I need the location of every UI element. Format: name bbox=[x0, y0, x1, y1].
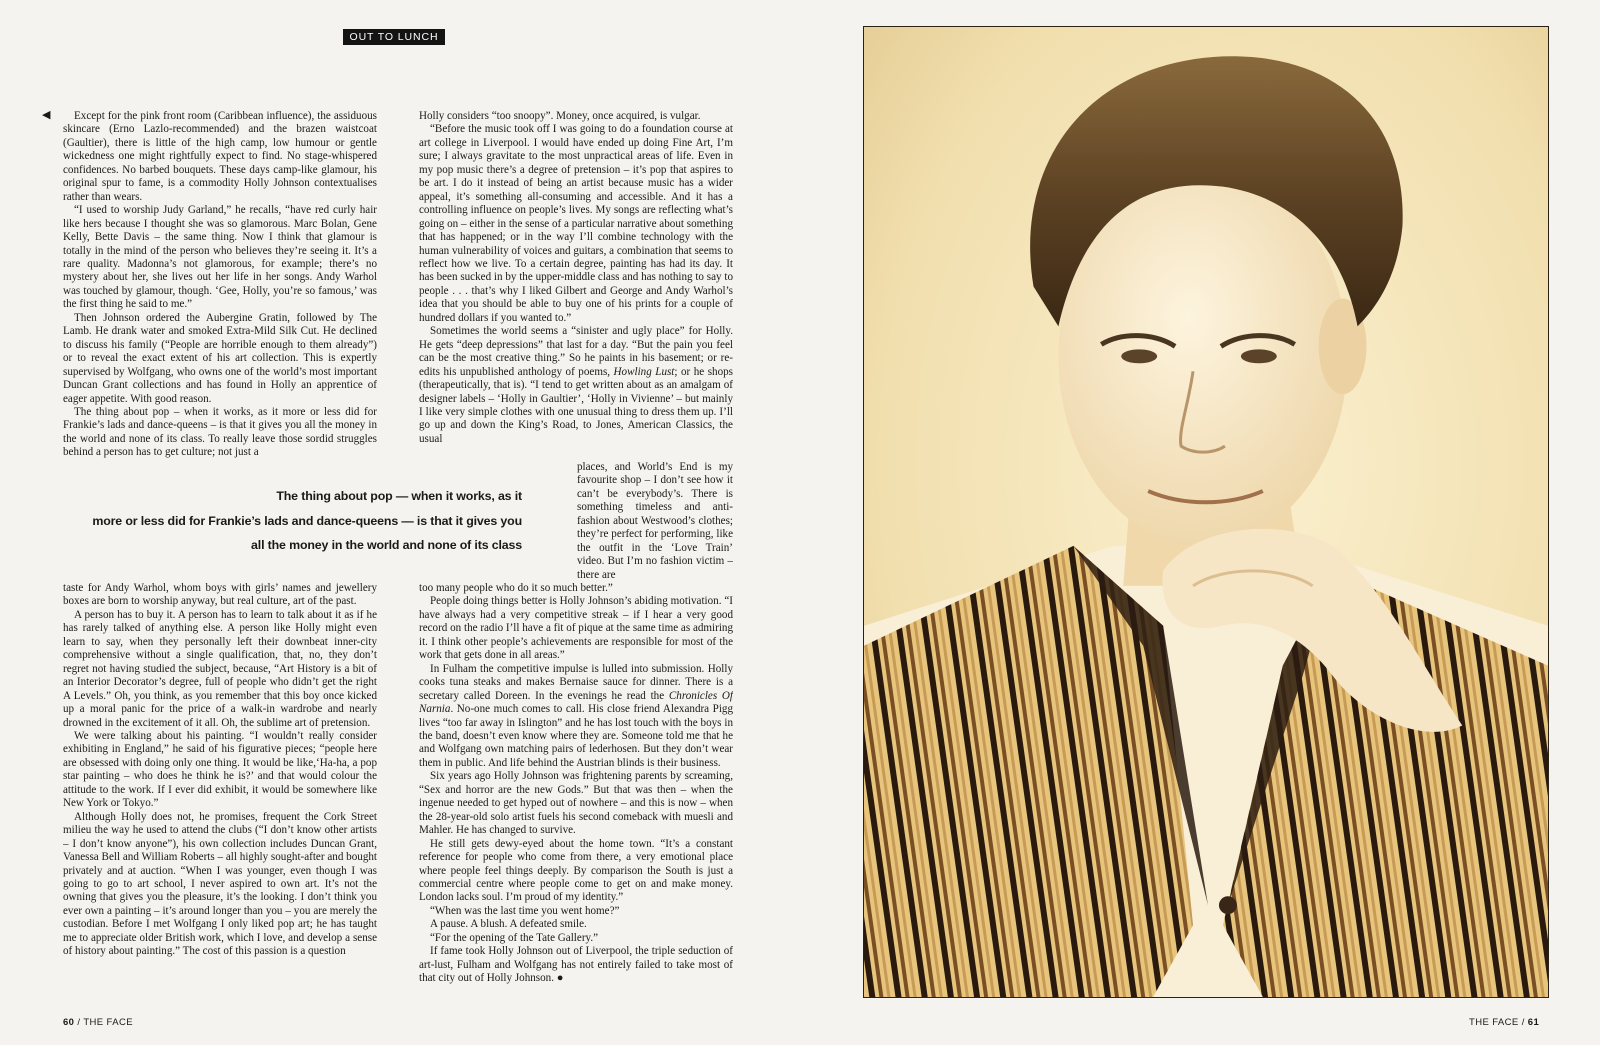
article-column-2-wrap bbox=[577, 461, 733, 596]
paragraph: People doing things better is Holly Johnson’s abiding motivation. “I have always had a very competitive streak – if I hear a very good record on the radio I’ll have a fit of pique at the same time as admiring it. I think other people’s achievements are responsible for most of the work that gets done in all areas.” bbox=[419, 595, 733, 662]
portrait-photo-icon bbox=[863, 26, 1549, 998]
pull-quote-line: The thing about pop — when it works, as it bbox=[276, 489, 522, 503]
paragraph: We were talking about his painting. “I wouldn’t really consider exhibiting in England,” he said of his figurative pieces; “people here are obsessed with doing only one thing. It would be like,‘Ha-ha, a pop star painting – who does he think he is?’ and that would colour the attitude to the work. If I ever did exhibit, it would be somewhere like New York or Tokyo.” bbox=[63, 729, 377, 810]
paragraph: A pause. A blush. A defeated smile. bbox=[430, 918, 587, 931]
text-run: Sometimes the world seems a “sinister and ugly place” for Holly. He gets “deep depressions” that last for a day. “But the pain you feel can be the most creative thing.” So he paints in his basement; or re-edits his unpublished anthology of poems, bbox=[419, 325, 733, 378]
paragraph: He still gets dewy-eyed about the home town. “It’s a constant reference for people who come from there, a very emotional place where people feel things deeply. By comparison the South is just a commercial centre where people come to get on and make money. London lacks soul. I’m proud of my identity.” bbox=[419, 837, 733, 904]
paragraph: “I used to worship Judy Garland,” he recalls, “have red curly hair like hers because I thought she was so glamorous. Marc Bolan, Gene Kelly, Bette Davis – the same thing. Now I think that glamour is totally in the mind of the person who believes they’re seeing it. It’s a rare quality. Madonna’s not glamorous, for example; there’s no mystery about her, she lives out her life in her songs. Andy Warhol was touched by glamour, though. ‘Gee, Holly, you’re so famous,’ was the first thing he said to me.” bbox=[63, 204, 377, 311]
paragraph: The thing about pop – when it works, as it more or less did for Frankie’s lads and dance-queens – is that it gives you all the money in the world and none of its class. To really leave those sordid struggles behind a person has to get culture; not just a bbox=[63, 405, 377, 459]
text-run: ; or he shops (therapeutically, that is). “I tend to get written about as an amalgam of designer labels – ‘Holly in Gaultier’, ‘Holly in Vivienne’ – but mainly I like very simple clothes with one unusual thing to dress them up. I’ll go up and down the King’s Road, to Jones, American Classics, the usual bbox=[419, 365, 733, 445]
paragraph: places, and World’s End is my favourite shop – I don’t see how it can’t be everybody’s. There is something timeless and anti-fashion about Westwood’s clothes; they’re perfect for performing, like the outfit in the ‘Love Train’ video. But I’m no fashion victim – there are bbox=[577, 461, 733, 581]
section-tag: OUT TO LUNCH bbox=[343, 29, 445, 45]
paragraph: “When was the last time you went home?” bbox=[430, 904, 620, 917]
paragraph bbox=[419, 663, 733, 771]
book-title: Chronicles Of Narnia bbox=[419, 689, 733, 716]
magazine-name: THE FACE / bbox=[1469, 1017, 1528, 1028]
page-number: 61 bbox=[1527, 1017, 1540, 1028]
text-run: In Fulham the competitive impulse is lulled into submission. Holly cooks tuna steaks and makes Bernaise sauce for dinner. There is a secretary called Doreen. In the evenings he read the bbox=[419, 662, 733, 702]
article-column-2-top bbox=[419, 110, 733, 462]
article-column-2-bottom bbox=[419, 582, 733, 1003]
paragraph: “Before the music took off I was going to do a foundation course at art college in Liverpool. I would have ended up doing Fine Art, I’m sure; I always gravitate to the most unpractical areas of life. Even in my pop music there’s a degree of pretension – it’s pop that aspires to be art. I do it instead of being an artist because music has a wider appeal, it’s something all-consuming and accessible. And it has a controlling influence on people’s lives. My songs are reflecting what’s going on – either in the sense of a particular narrative about something that has happened; or in the way I’ll combine technology with the human vulnerability of voices and guitars, a combination that seems to reflect how we live. To a certain degree, painting has had its day. It has been sucked in by the upper-middle class and has nothing to say to people . . . that’s why I liked Gilbert and George and Andy Warhol’s idea that you should be able to buy one of his prints for a couple of hundred dollars if you wanted to.” bbox=[419, 123, 733, 324]
article-column-1-top bbox=[63, 110, 377, 466]
continue-arrow-icon: ◀ bbox=[42, 108, 51, 121]
page-number-left bbox=[63, 1017, 133, 1028]
paragraph: Except for the pink front room (Caribbean influence), the assiduous skincare (Erno Lazlo-recommended) and the brazen waistcoat (Gaultier), there is little of the high camp, low humour or gentle wickedness one might rightfully expect to find. No stage-whispered confidences. No barbed bouquets. These days camp-like glamour, his original spur to fame, is a commodity Holly Johnson contextualises rather than wears. bbox=[63, 110, 377, 203]
paragraph: Although Holly does not, he promises, frequent the Cork Street milieu the way he used to attend the clubs (“I don’t know other artists – I don’t know anyone”), his own collection includes Duncan Grant, Vanessa Bell and William Roberts – all highly sought-after and bought privately and at auction. “When I was younger, even though I was going to go to art school, I never aspired to own art. It’s not the owning that gives you the pleasure, it’s the looking. I don’t think you ever own a painting – it’s around longer than you – you are merely the custodian. Before I met Wolfgang I only liked pop art; he has taught me to appreciate older British work, which I love, and develop a sense of history about painting.” The cost of this passion is a question bbox=[63, 810, 377, 958]
text-run: . No-one much comes to call. His close friend Alexandra Pigg lives “too far away in Islington” and he has lost touch with the boys in the band, doesn’t even know where they are. Someone told me that he and Wolfgang own matching pairs of lederhosen. But they don’t wear them in public. And life behind the Austrian blinds is their business. bbox=[419, 703, 733, 769]
pull-quote-line: all the money in the world and none of its class bbox=[251, 538, 522, 552]
page-number-right bbox=[1469, 1017, 1539, 1028]
paragraph: taste for Andy Warhol, whom boys with girls’ names and jewellery boxes are born to worship anyway, but real culture, art of the past. bbox=[63, 582, 377, 608]
portrait-illustration bbox=[864, 27, 1548, 997]
paragraph: “For the opening of the Tate Gallery.” bbox=[430, 931, 599, 944]
book-title: Howling Lust bbox=[613, 365, 675, 378]
article-column-1-bottom bbox=[63, 582, 377, 1003]
paragraph: Holly considers “too snoopy”. Money, once acquired, is vulgar. bbox=[419, 110, 701, 122]
paragraph: too many people who do it so much better.” bbox=[419, 582, 613, 594]
pull-quote-line: more or less did for Frankie’s lads and dance-queens — is that it gives you bbox=[92, 513, 522, 528]
magazine-name: / THE FACE bbox=[74, 1017, 133, 1028]
paragraph bbox=[419, 325, 733, 446]
paragraph: Then Johnson ordered the Aubergine Gratin, followed by The Lamb. He drank water and smoked Extra-Mild Silk Cut. He declined to discuss his family (“People are horrible enough to them already”) or to reveal the exact extent of his art collection. This is expertly supervised by Wolfgang, who owns one of the world’s most important Duncan Grant collections and has found in Holly an apprentice of eager appetite. With good reason. bbox=[63, 311, 377, 405]
pull-quote bbox=[60, 484, 522, 558]
paragraph: A person has to buy it. A person has to learn to talk about it as if he has rarely talked of anything else. A person like Holly might even learn to say, when they personally left their downbeat inner-city comprehensive without a single qualification, that, no, they don’t regret not having studied the subject, because, “Art History is a bit of an Interior Decorator’s degree, full of people who didn’t get the right A Levels.” Oh, you think, as you remember that this boy once kicked up a moral panic for the price of a walk-in wardrobe and nearly drowned in the excitement of it all. Oh, the sublime art of pretension. bbox=[63, 608, 377, 729]
paragraph: Six years ago Holly Johnson was frightening parents by screaming, “Sex and horror are the new Gods.” But that was then – when the ingenue needed to get hyped out of nowhere – and this is now – when the 28-year-old solo artist fuels his second comeback with muesli and Mahler. He has changed to survive. bbox=[419, 770, 733, 837]
page-number: 60 bbox=[63, 1017, 75, 1028]
paragraph: If fame took Holly Johnson out of Liverpool, the triple seduction of art-lust, Fulham and Wolfgang has not entirely failed to take most of that city out of Holly Johnson. ● bbox=[419, 945, 733, 985]
